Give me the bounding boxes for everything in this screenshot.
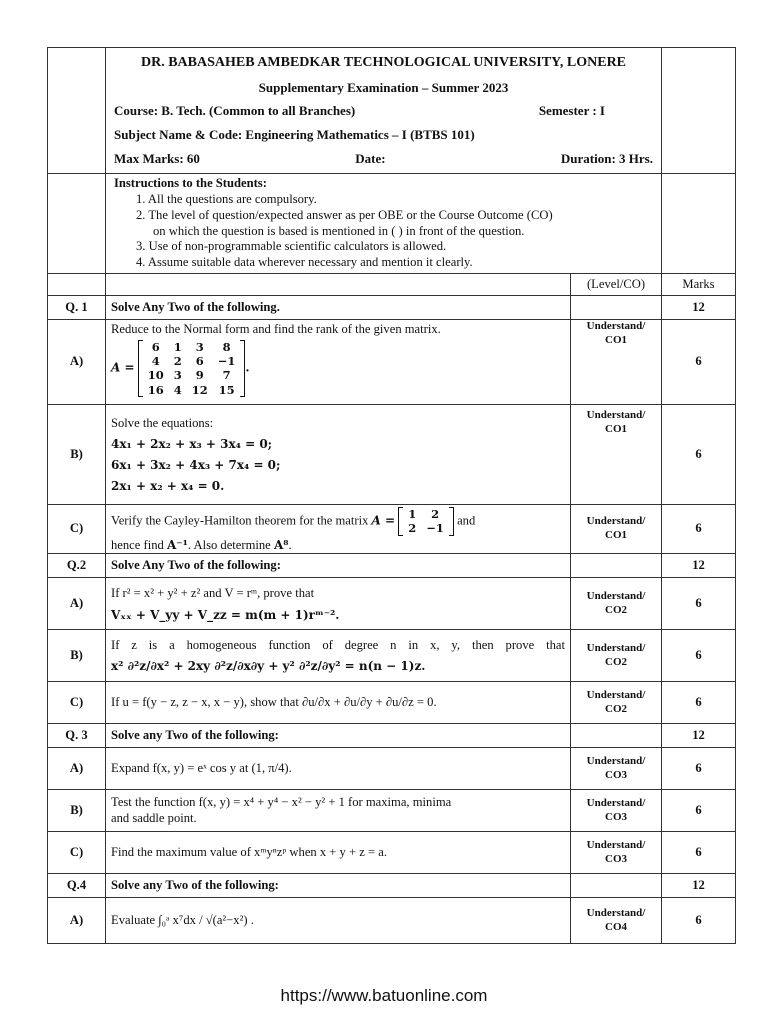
matrix-cell: 4	[173, 382, 182, 397]
q1a-statement: Reduce to the Normal form and find the rank of the given matrix.	[111, 322, 441, 336]
exam-paper	[47, 47, 735, 944]
q2b-text: If z is a homogeneous function of degree n in x, y, then prove that x² ∂²z/∂x² + 2xy ∂²z/∂x∂y + y² ∂²z/∂y² = n(n − 1)z.	[106, 630, 571, 682]
matrix-cell: 10	[147, 368, 164, 383]
subquestion-marks: 6	[662, 832, 736, 874]
subquestion-label: A)	[48, 320, 106, 405]
matrix-cell: 15	[218, 382, 235, 397]
subquestion-label: B)	[48, 630, 106, 682]
instruction-item: 3. Use of non-programmable scientific calculators is allowed.	[136, 239, 447, 254]
instruction-item: 1. All the questions are compulsory.	[136, 192, 317, 207]
question-number: Q. 1	[48, 296, 106, 320]
level-co: Understand/ CO1	[571, 320, 662, 405]
subquestion-marks: 6	[662, 320, 736, 405]
subquestion-marks: 6	[662, 630, 736, 682]
question-instruction: Solve Any Two of the following.	[106, 296, 571, 320]
level-co: Understand/ CO4	[571, 898, 662, 944]
matrix-cell: 9	[195, 368, 204, 383]
level-co: Understand/ CO2	[571, 682, 662, 724]
matrix-cell: 2	[173, 354, 182, 369]
subquestion-label: C)	[48, 505, 106, 554]
max-marks: Max Marks: 60	[114, 151, 200, 167]
matrix-cell: 4	[151, 354, 160, 369]
subquestion-label: A)	[48, 898, 106, 944]
subquestion-label: B)	[48, 790, 106, 832]
question-number: Q.4	[48, 874, 106, 898]
subquestion-marks: 6	[662, 405, 736, 505]
subquestion-marks: 6	[662, 578, 736, 630]
matrix-cell: 3	[195, 339, 204, 354]
matrix-cell: 6	[195, 354, 204, 369]
subquestion-marks: 6	[662, 682, 736, 724]
q1c-matrix	[398, 507, 454, 536]
instruction-item: 4. Assume suitable data wherever necessary and mention it clearly.	[136, 254, 473, 269]
matrix-cell: 1	[173, 339, 182, 354]
instruction-item: 2. The level of question/expected answer as per OBE or the Course Outcome (CO)	[136, 207, 553, 222]
course: Course: B. Tech. (Common to all Branches)	[114, 103, 356, 119]
matrix-cell: −1	[426, 521, 444, 536]
equation: 6x₁ + 3x₂ + 4x₃ + 7x₄ = 0;	[111, 458, 281, 473]
equation: 4x₁ + 2x₂ + x₃ + 3x₄ = 0;	[111, 437, 273, 452]
subject: Subject Name & Code: Engineering Mathematics – I (BTBS 101)	[114, 127, 475, 143]
matrix-cell: 8	[222, 339, 231, 354]
subquestion-label: C)	[48, 832, 106, 874]
subquestion-marks: 6	[662, 748, 736, 790]
level-co: Understand/ CO3	[571, 790, 662, 832]
q1b-statement: Solve the equations:	[111, 415, 214, 430]
subquestion-label: B)	[48, 405, 106, 505]
q2a-text: If r² = x² + y² + z² and V = rᵐ, prove that Vₓₓ + V_yy + V_zz = m(m + 1)rᵐ⁻².	[106, 578, 571, 630]
level-co: Understand/ CO2	[571, 630, 662, 682]
exam-title: Supplementary Examination – Summer 2023	[258, 79, 509, 95]
q2c-text: If u = f(y − z, z − x, x − y), show that ∂u/∂x + ∂u/∂y + ∂u/∂z = 0.	[106, 682, 571, 724]
level-co: Understand/ CO3	[571, 832, 662, 874]
q4a-text: Evaluate ∫₀ᵃ x⁷dx / √(a²−x²) .	[106, 898, 571, 944]
matrix-cell: 7	[222, 368, 231, 383]
matrix-cell: 2	[431, 507, 440, 521]
subquestion-label: C)	[48, 682, 106, 724]
question-marks: 12	[662, 554, 736, 578]
level-co: Understand/ CO3	[571, 748, 662, 790]
q1c-text: Verify the Cayley-Hamilton theorem for the matrix A = 1 2 2 −1 and hence find A⁻¹. Also determine A⁸.	[106, 505, 571, 554]
matrix-cell: 12	[191, 382, 208, 397]
matrix-cell: 16	[147, 382, 164, 397]
question-number: Q. 3	[48, 724, 106, 748]
matrix-cell: 6	[151, 339, 160, 354]
level-co: Understand/ CO1	[571, 405, 662, 505]
equation: 2x₁ + x₂ + x₄ = 0.	[111, 479, 225, 494]
matrix-cell: 1	[408, 507, 417, 521]
question-number: Q.2	[48, 554, 106, 578]
q1a-matrix	[138, 340, 246, 398]
instructions	[106, 174, 662, 274]
question-marks: 12	[662, 724, 736, 748]
instruction-item: on which the question is based is mentioned in ( ) in front of the question.	[153, 223, 525, 238]
q3b-text: Test the function f(x, y) = x⁴ + y⁴ − x² − y² + 1 for maxima, minima and saddle point.	[106, 790, 571, 832]
semester: Semester : I	[538, 103, 605, 119]
question-marks: 12	[662, 296, 736, 320]
question-instruction: Solve Any Two of the following:	[106, 554, 571, 578]
subquestion-marks: 6	[662, 505, 736, 554]
level-co-header: (Level/CO)	[571, 274, 662, 296]
paper-header	[106, 48, 662, 174]
duration: Duration: 3 Hrs.	[560, 151, 653, 167]
subquestion-label: A)	[48, 748, 106, 790]
matrix-cell: −1	[217, 354, 236, 369]
date: Date:	[355, 151, 386, 167]
question-instruction: Solve any Two of the following:	[106, 874, 571, 898]
subquestion-marks: 6	[662, 898, 736, 944]
matrix-cell: 2	[408, 521, 417, 536]
university-name: DR. BABASAHEB AMBEDKAR TECHNOLOGICAL UNIVERSITY, LONERE	[140, 54, 627, 70]
instructions-title: Instructions to the Students:	[114, 176, 267, 191]
marks-header: Marks	[662, 274, 736, 296]
level-co: Understand/ CO1	[571, 505, 662, 554]
q3c-text: Find the maximum value of xᵐyⁿzᵖ when x + y + z = a.	[106, 832, 571, 874]
matrix-cell: 3	[173, 368, 182, 383]
subquestion-marks: 6	[662, 790, 736, 832]
q1b-text	[106, 405, 571, 505]
q1a-text: Reduce to the Normal form and find the rank of the given matrix. A = 6 1 3 8 4 2 6 −1 10 3 9 7 16 4 12 15 .	[106, 320, 571, 405]
subquestion-label: A)	[48, 578, 106, 630]
footer-url: https://www.batuonline.com	[280, 986, 488, 1005]
level-co: Understand/ CO2	[571, 578, 662, 630]
question-marks: 12	[662, 874, 736, 898]
question-instruction: Solve any Two of the following:	[106, 724, 571, 748]
q3a-text: Expand f(x, y) = eˣ cos y at (1, π/4).	[106, 748, 571, 790]
question-paper-table	[47, 47, 736, 944]
